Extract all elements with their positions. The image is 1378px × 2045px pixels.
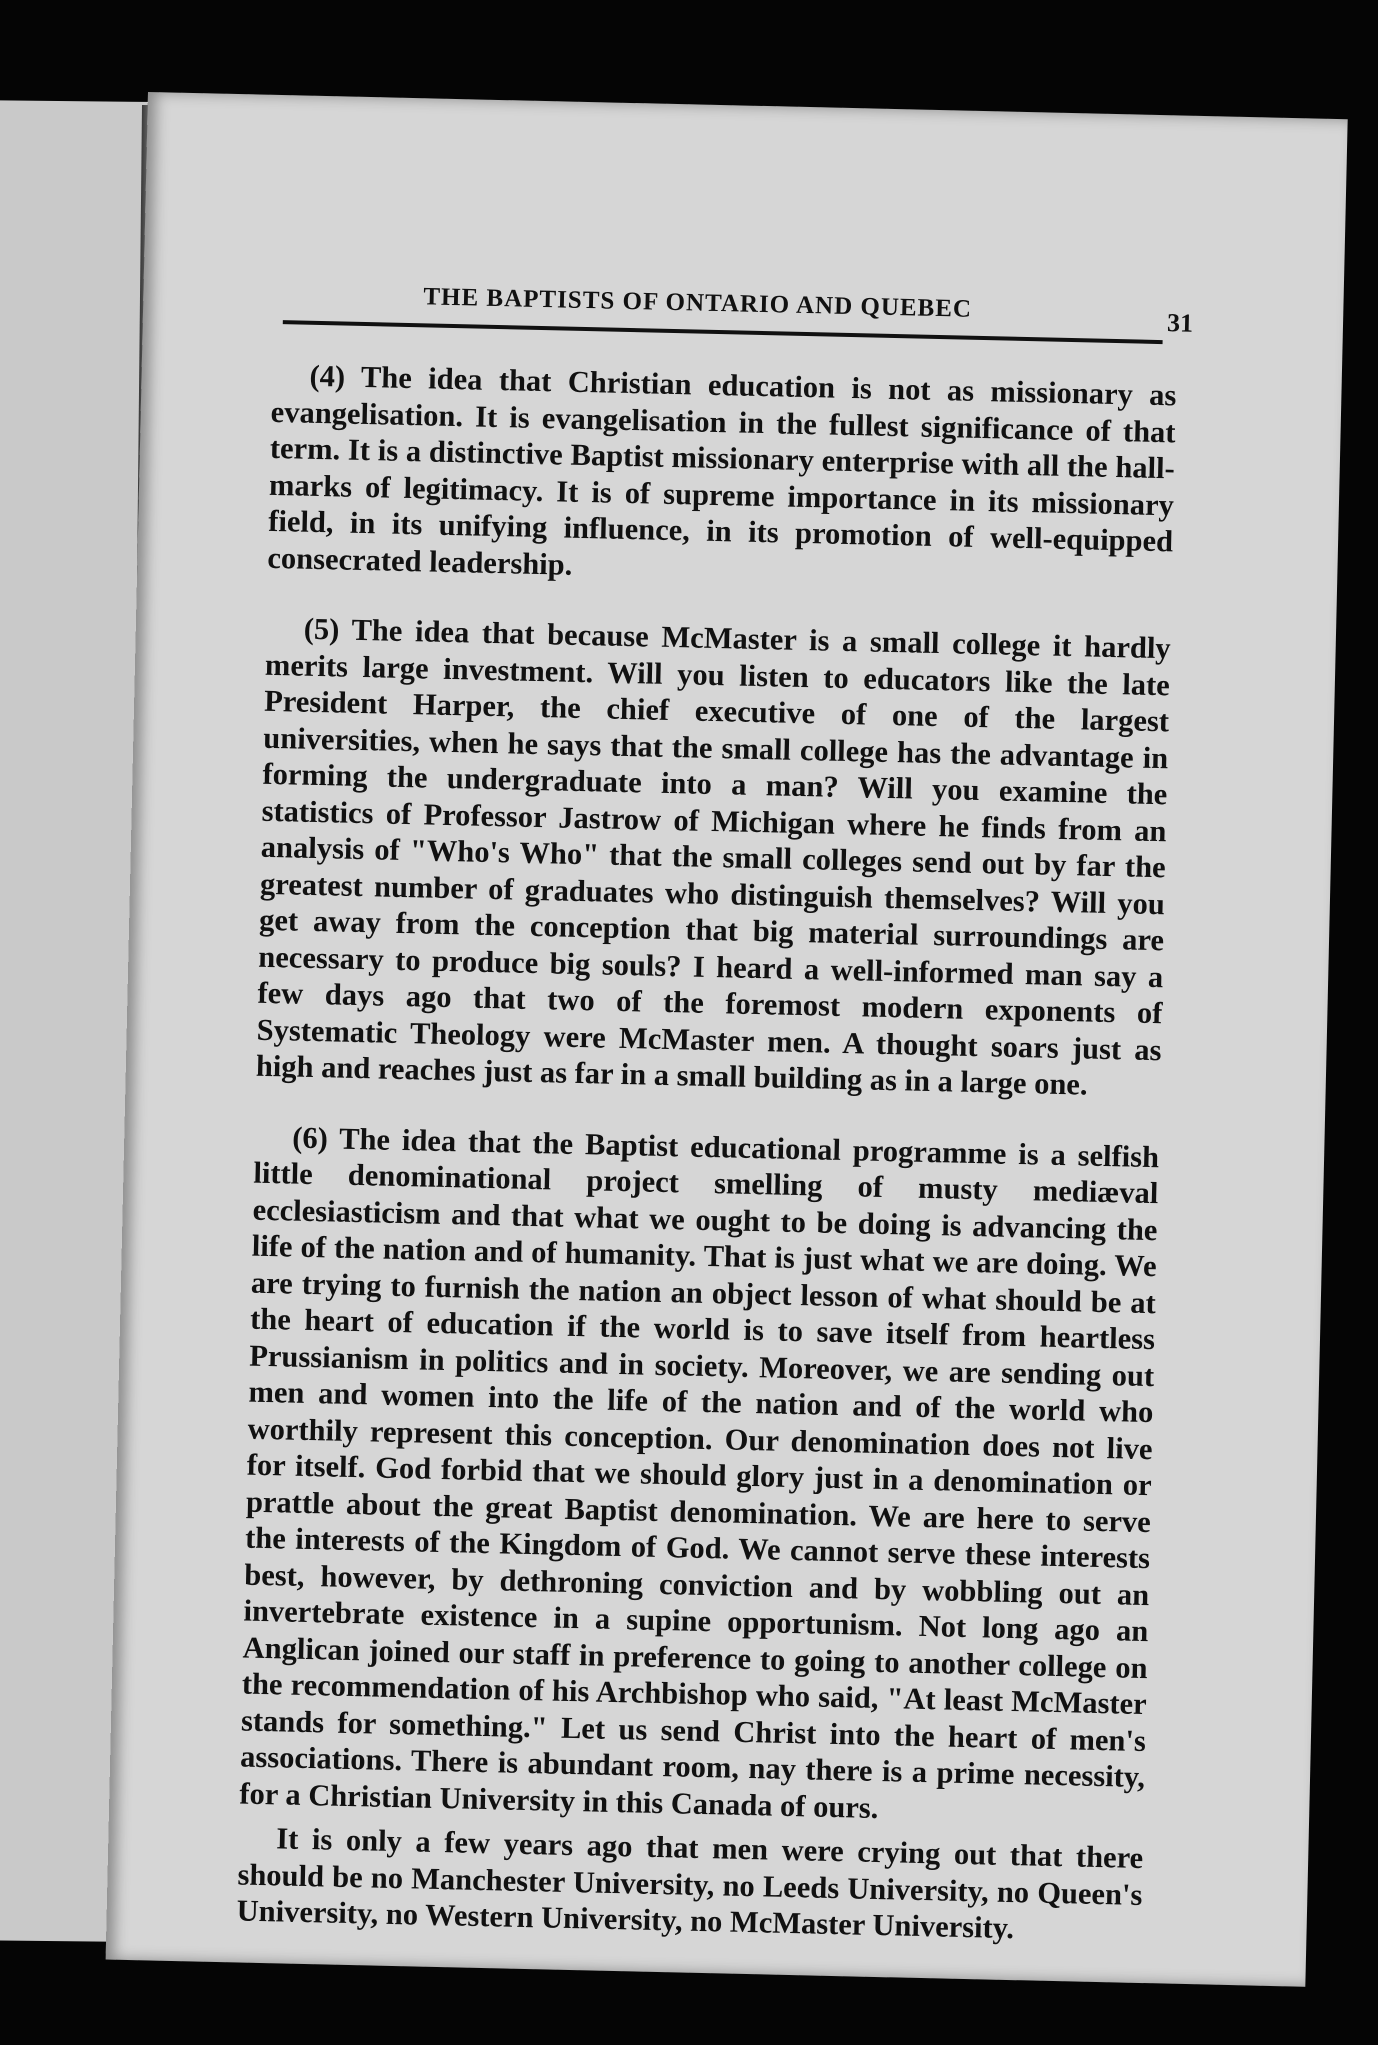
running-head: THE BAPTISTS OF ONTARIO AND QUEBEC [423, 283, 973, 323]
page-body [236, 357, 1177, 1984]
paragraph-4: (4) The idea that Christian education is not as missionary as evangelisation. It is evangelisation in the fullest significance of that term. It is a distinctive Baptist missionary enterprise with all the hall-marks of legitimacy. It is of supreme importance in its missionary field, in its unifying influence, in its promotion of well-equipped consecrated leadership. [267, 358, 1177, 582]
closing-paragraph: It is only a few years ago that men were crying out that there should be no Manchester University, no Leeds University, no Queen's University, no Western University, no McMaster University. [236, 1821, 1144, 1946]
page-number: 31 [1166, 308, 1194, 338]
book-page [106, 92, 1348, 1987]
page-header [283, 280, 1194, 350]
paragraph-6: (6) The idea that the Baptist educational programme is a selfish little denominational project smelling of musty mediæval ecclesiasticism and that what we ought to be doing is advancing the life of the nation and of humanity. That is just what we are doing. We are trying to furnish the nation an object lesson of what should be at the heart of education if the world is to save itself from heartless Prussianism in politics and in society. Moreover, we are sending out men and women into the life of the nation and of the world who worthily represent this conception. Our denomination does not live for itself. God forbid that we should glory just in a denomination or prattle about the great Baptist denomination. We are here to serve the interests of the Kingdom of God. We cannot serve these interests best, however, by dethroning conviction and by wobbling out an invertebrate existence in a supine opportunism. Not long ago an Anglican joined our staff in preference to going to another college on the recommendation of his Archbishop who said, "At least McMaster stands for something." Let us send Christ into the heart of men's associations. There is abundant room, nay there is a prime necessity, for a Christian University in this Canada of ours. [239, 1120, 1160, 1825]
paragraph-5: (5) The idea that because McMaster is a small college it hardly merits large investment. Will you listen to educators like the late President Harper, the chief executive of one of the largest universities, when he says that the small college has the advantage in forming the undergraduate into a man? Will you examine the statistics of Professor Jastrow of Michigan where he finds from an analysis of "Who's Who" that the small colleges send out by far the greatest number of graduates who distinguish themselves? Will you get away from the conception that big material surroundings are necessary to produce big souls? I heard a well-informed man say a few days ago that two of the foremost modern exponents of Systematic Theology were McMaster men. A thought soars just as high and reaches just as far in a small building as in a large one. [255, 611, 1172, 1102]
header-rule [283, 320, 1163, 344]
